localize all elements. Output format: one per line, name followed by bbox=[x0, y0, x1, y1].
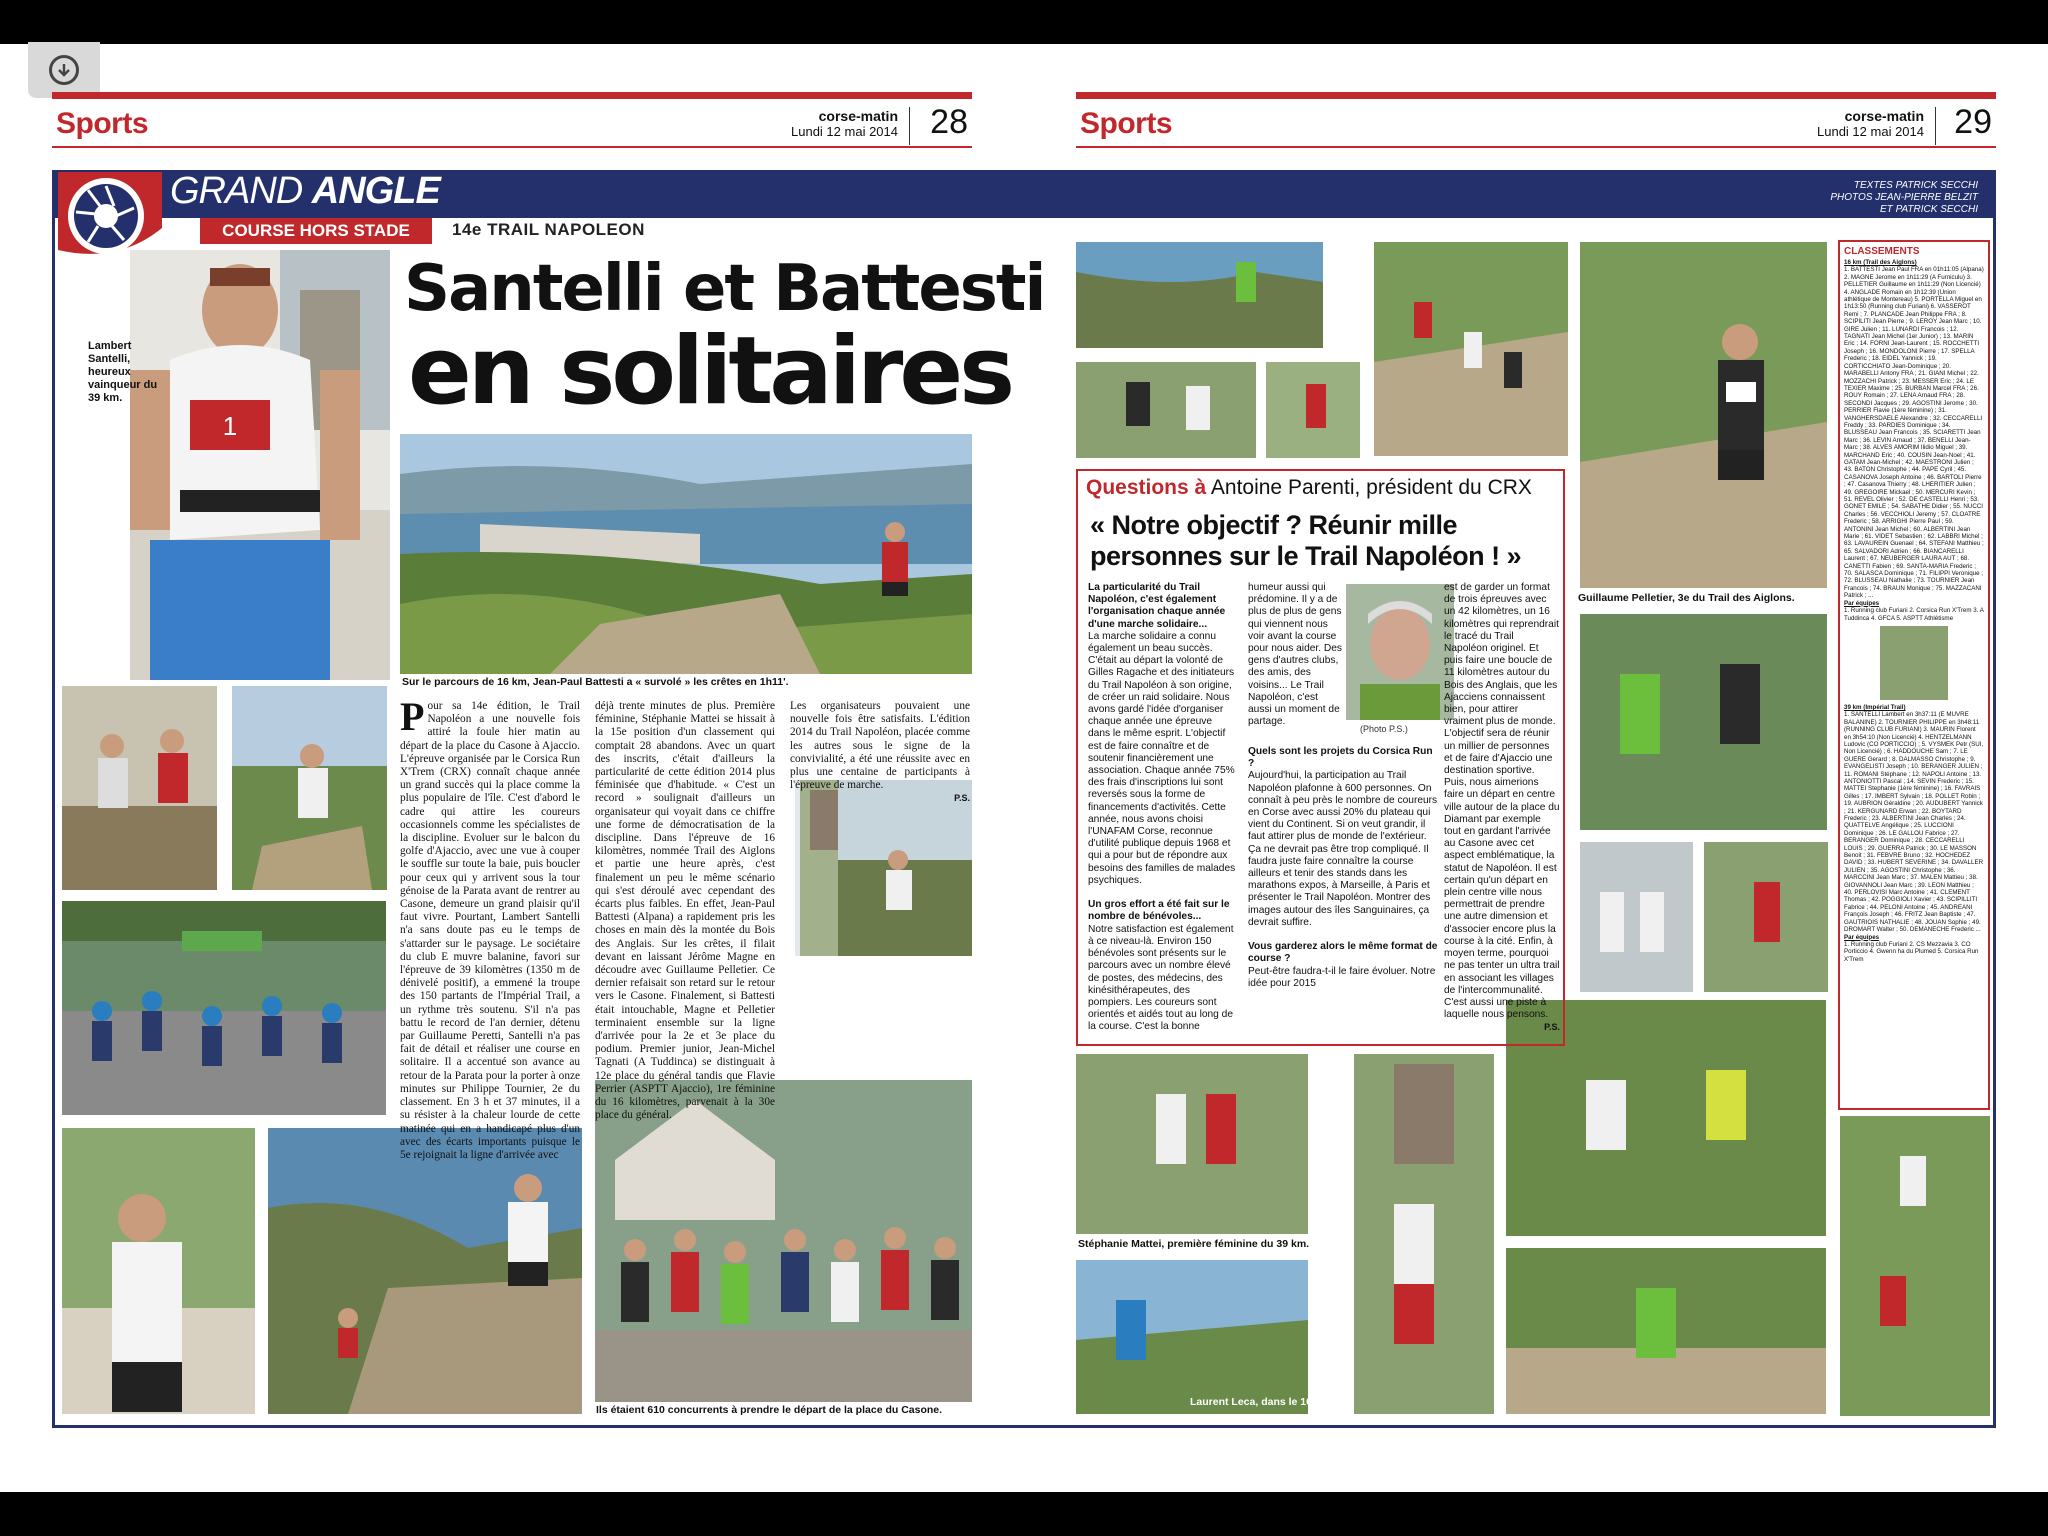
viewer-top-bar bbox=[0, 0, 2048, 44]
photo-runner-finish bbox=[62, 1128, 255, 1414]
photo-runner-red bbox=[1704, 842, 1828, 992]
caption-mattei: Stéphanie Mattei, première féminine du 39 km. bbox=[1078, 1238, 1310, 1250]
photo-runners-2 bbox=[232, 686, 387, 890]
left-page-header bbox=[52, 92, 972, 148]
caption-leca: Laurent Leca, dans le 16 km bbox=[1190, 1396, 1331, 1408]
interview-col-1: La particularité du Trail Napoléon, c'est également l'organisation chaque année d'une marche solidaire... La marche solidaire a connu également un beau succès. C'était au départ la volonté de Gilles Ragache et des initiateurs du Trail Napoléon à son origine, de créer un raid solidaire. Nous avons gardé l'idée d'organiser chaque année une épreuve dans le même esprit. L'objectif est de faire connaître et de soutenir financièrement une association. Chaque année 75% des frais d'inscriptions lui sont reversés sous la forme de financements d'activités. Cette année, nous avons choisi l'UNAFAM Corse, reconnue d'utilité publique depuis 1968 et qui a pour but de répondre aux besoins des familles de malades psychiques. Un gros effort a été fait sur le nombre de bénévoles... Notre satisfaction est également à ce niveau-là. Environ 150 bénévoles sont présents sur le parcours avec un nombre élevé de postes, des médecins, des kinésithérapeutes, des pompiers. Les coureurs sont orientés et aidés tout au long de la course. C'est la bonne bbox=[1088, 582, 1236, 1033]
photo-start-crowd bbox=[62, 901, 386, 1115]
article-col-3: Les organisateurs pouvaient une nouvelle fois être satisfaits. L'édition 2014 du Trail Napoléon, placée comme les autres sous le signe de la convivialité, a été une réussite avec en plus une centaine de participants à l'épreuve de marche. P.S. bbox=[790, 700, 970, 804]
photo-results-bottom bbox=[1840, 1116, 1990, 1416]
photo-depart-casone bbox=[595, 1080, 972, 1402]
results-39km: 39 km (Impérial Trail) 1. SANTELLI Lambert en 3h37:11 (E MUVRE BALANINE) 2. TOURNIER PHILIPPE en 3h48:11 (RUNNING CLUB FURIANI) 3. MAURIN Florent en 3h54:10 (Non Licencié) 4. HENTZELMANN Ludovic (CO PORTICCIO) ; 5. VYSMEK Petr (SUI, Non Licencié) ; 6. HADDOUCHE Sam ; 7. LE GUERE Gerard ; 8. DALMASSO Christophe ; 9. EVANGELISTI Joseph ; 10. BERANGER JULIEN ; 11. ROMANI Stéphane ; 12. NAPOLI Antoine ; 13. ANTONIOTTI Pascal ; 14. SEVIN Frederic ; 15. MATTEI Stephanie (1ère féminine) ; 16. FAVRAIS Gilles ; 17. IMBERT Sylvain ; 18. POLLET Robin ; 19. AUBRION Géraldine ; 20. AUDUBERT Yannick ; 21. KERGUNARD Erwan ; 22. BOYTARD Frederic ; 23. ALBERTINI Jean Charles ; 24. QUATTELVE Angélique ; 25. LUCCIONI Dominique ; 26. LE GALLOU Fabrice ; 27. BERANGER Dominique ; 28. CECCARELLI LOUIS ; 29. GUERRA Patrick ; 30. LE MASSON Benoit ; 31. FEBVRE Bruno ; 32. HOCHEDEZ DAVID ; 33. HUBERT SEVERINE ; 34. DAVALLER JULIEN ; 35. AGOSTINI Christophe ; 36. MARCCINI Jean Marc ; 37. MALEN Mattieu ; 38. GIOVANNOLI Jean Marc ; 39. LEON Matthieu ; 40. PERLOVISI Marc Antoine ; 41. CLEMENT Thomas ; 42. POGGIOLI Xavier ; 43. SCIPILLITI Fabrice ; 44. PELONI Antoine ; 45. ANDREANI François Joseph ; 46. FRITZ Jean Baptiste ; 47. GAUTRIOIS NATHALIE ; 48. JOUAN Sophie ; 49. DROMART Walter ; 50. DEMANECHE Frederic ... Par équipes 1. Running club Furiani 2. CS Mezzavia 3. CO Porticcio 4. Gwenn ha du Plumed 5. Corsica Run X'Trem bbox=[1844, 703, 1984, 963]
photo-runners-path bbox=[1506, 1248, 1826, 1414]
photo-tower-stairs bbox=[1354, 1054, 1494, 1414]
photo-coast-runners bbox=[1076, 242, 1323, 348]
photo-guillaume-pelletier bbox=[1580, 242, 1827, 588]
download-button[interactable] bbox=[28, 42, 100, 98]
photo-trail-runners-3 bbox=[1076, 362, 1256, 458]
publication-name: corse-matin bbox=[1844, 108, 1924, 124]
event-label: 14e TRAIL NAPOLEON bbox=[452, 220, 645, 239]
interview-headline: « Notre objectif ? Réunir mille personnes sur le Trail Napoléon ! » bbox=[1090, 510, 1522, 571]
svg-text:1: 1 bbox=[222, 411, 238, 441]
category-tag: COURSE HORS STADE bbox=[200, 218, 432, 244]
interview-col-2b: Quels sont les projets du Corsica Run ? Aujourd'hui, la participation au Trail Napoléon plafonne à 600 personnes. On connaît à peu près le nombre de coureurs en Corse avec aussi 20% du plateau qui vient du Continent. Si on veut grandir, il faut attirer plus de monde de l'extérieur. Ça ne devrait pas être trop compliqué. Il faudra juste faire connaître la course ailleurs et tenir des stands dans les marathons expos, à Marseille, à Paris et présenter le Trail Napoléon. Montrer des images autour des îles Sanguinaires, ça devrait suffire. Vous garderez alors le même format de course ? Peut-être faudra-t-il le faire évoluer. Notre idée pour 2015 bbox=[1248, 746, 1438, 989]
photo-runners-1 bbox=[62, 686, 217, 890]
photo-battesti-crests bbox=[400, 434, 972, 674]
right-page-header bbox=[1076, 92, 1996, 148]
caption-depart: Ils étaient 610 concurrents à prendre le départ de la place du Casone. bbox=[596, 1404, 943, 1416]
headline-line1: Santelli et Battesti bbox=[404, 252, 1045, 326]
results-16km: 16 km (Trail des Aiglons) 1. BATTESTI Jean Paul FRA en 01h11:05 (Alpana) 2. MAGNE Jerome en 1h11:29 (A Furniculu) 3. PELLETIER Guillaume en 1h11:29 (Non Licencié) 4. ANGLADE Romain en 1h12:39 (Union athlétique de Montereau) 5. PORTELLA Miguel en 1h13:50 (Running club Furiani) 6. VASSEROT Remi ; 7. PLANCADE Jean Philippe FRA ; 8. SCIPILITI Jean Pierre ; 9. LEROY Jean Marc ; 10. GIRE Julien ; 11. LUNARDI Francois ; 12. TAGNATI Jean Michel (1er Junior) ; 13. MARIN Eric ; 14. FORNI Jean-Laurent ; 15. ROCCHETTI Joseph ; 16. MONDOLONI Pierre ; 17. SPELLA Frederic ; 18. EIDEL Yannick ; 19. CORTICCHIATO Jean-Dominique ; 20. MARABELLI Antony FRA ; 21. GIANI Michel ; 22. MOZZACHI Patrick ; 23. MESSER Eric ; 24. LE TEXIER Maxime ; 25. BURBAN Marcel FRA ; 26. ROUY Romain ; 27. LENA Arnaud FRA ; 28. SECONDI Jacques ; 29. AGOSTINI Jerome ; 30. PERRIER Flavie (1ère féminine) ; 31. VANGHERSDAELE Alexandre ; 32. CECCARELLI Freddy ; 33. PARDIES Dominique ; 34. BLUSSEAU Jean Francois ; 35. SCIARETTI Jean Marc ; 36. LEVIN Arnaud ; 37. BENELLI Jean-Marc ; 38. ALVES AMORIM Ilidio Miguel ; 39. MARCHAND Eric ; 40. COUSIN Jean-Noel ; 41. GATAM Jean-Michel ; 42. MAESTRONI Julien ; 43. BATON Christophe ; 44. PAPE Cyril ; 45. CASANOVA Joseph Antoine ; 46. BARTOLI Pierre ; 47. Casanova Thierry ; 48. LHERITIER Julien ; 49. GREGOIRE Mickael ; 50. MERCURI Kevin ; 51. REVEL Olivier ; 52. DE CASTELLI Henri ; 53. GONET EMILE ; 54. SABATHE Didier ; 55. NUCCI Charles ; 56. VECCHIOLI Jeremy ; 57. CLOATRE Frederic ; 58. ARRIGHI Pierre Paul ; 59. ANTONINI Jean Michel ; 60. ALBERTINI Jean Marie ; 61. VIDET Sebastien ; 62. LABBRI Michel ; 63. LAVAUREIN Guenael ; 64. STEFANI Matthieu ; 65. SALVADORI Adrien ; 66. BIANCARELLI Laurent ; 67. NEUBERGER LAURA AUT ; 68. CANETTI Fabien ; 69. SANTA-MARIA Frederic ; 70. SALASCA Dominique ; 71. FILIPPI Veronique ; 72. BLUSSEAU Nathalie ; 73. TOURNIER Jean Francois ; 74. BRAUN Monique ; 75. MAZZACANI Patrick ; ... Par équipes 1. Running club Furiani 2. Corsica Run X'Trem 3. A Tuddinca 4. GFCA 5. ASPTT Athlétisme bbox=[1844, 259, 1984, 622]
photo-runners-slope bbox=[1374, 242, 1568, 456]
headline-line2: en solitaires bbox=[408, 317, 1012, 426]
photo-antoine-parenti bbox=[1346, 584, 1454, 720]
page-number: 29 bbox=[1954, 103, 1992, 141]
section-label: Sports bbox=[56, 107, 149, 140]
grand-angle-logo bbox=[58, 172, 162, 260]
photo-stephanie-mattei bbox=[1076, 1054, 1308, 1234]
interview-col-2a: humeur aussi qui prédomine. Il y a de plus de plus de gens qui viennent nous voir avant la course pour nous aider. Des gens d'autres clubs, des amis, des voisins... Le Trail Napoléon, c'est aussi un moment de partage. bbox=[1248, 582, 1343, 728]
viewer-bottom-bar bbox=[0, 1492, 2048, 1536]
photo-laurent-leca bbox=[1076, 1260, 1308, 1414]
download-arrow-icon bbox=[49, 55, 79, 85]
photo-tower-runner-2 bbox=[838, 780, 972, 956]
publication-info bbox=[791, 109, 898, 139]
section-label: Sports bbox=[1080, 107, 1173, 140]
caption-pelletier: Guillaume Pelletier, 3e du Trail des Aiglons. bbox=[1578, 592, 1795, 604]
photo-lambert-santelli bbox=[130, 250, 390, 680]
photo-runners-green bbox=[1580, 614, 1827, 830]
publication-date: Lundi 12 mai 2014 bbox=[1817, 124, 1924, 139]
results-title: CLASSEMENTS bbox=[1844, 246, 1920, 257]
caption-battesti: Sur le parcours de 16 km, Jean-Paul Battesti a « survolé » les crêtes en 1h11'. bbox=[402, 676, 789, 688]
photo-results-runner bbox=[1880, 626, 1948, 700]
grand-angle-title: GRAND ANGLE bbox=[170, 170, 440, 212]
publication-info bbox=[1817, 109, 1924, 139]
publication-name: corse-matin bbox=[818, 108, 898, 124]
interview-col-3: est de garder un format de trois épreuves avec un 42 kilomètres, un 16 kilomètres qui reprendrait le tracé du Trail Napoléon originel. Et puis faire une boucle de 11 kilomètres autour du Bois des Anglais, que les Ajacciens connaissent bien, pour attirer vraiment plus de monde. L'objectif sera de réunir un millier de personnes et de faire d'Ajaccio une destination sportive. Puis, nous aimerions faire un départ en centre ville autour de la place du Diamant par exemple tout en gardant l'arrivée au Casone avec cet aspect emblématique, la statut de Napoléon. Il est certain qu'un départ en plein centre ville nous permettrait de prendre une autre dimension et d'associer encore plus la course à la cité. Enfin, à moyen terme, pourquoi ne pas tenter un ultra trail en associant les villages de l'intercommunalité. C'est aussi une piste à laquelle nous pensons. P.S. bbox=[1444, 582, 1560, 1033]
article-col-2: déjà trente minutes de plus. Première féminine, Stéphanie Mattei se hissait à la 15e position d'un classement qui comptait 28 abandons. Avec un quart des inscrits, c'était d'ailleurs la particularité de cette édition 2014 plus féminisée que d'habitude. « C'est un record » soulignait d'ailleurs un organisateur qui voyait dans ce chiffre une forme de démocratisation de la discipline. Dans l'épreuve de 16 kilomètres, nommée Trail des Aiglons et partie une heure après, c'est finalement un peu le même scénario qui s'est déroulé avec cependant des écarts plus faibles. En effet, Jean-Paul Battesti (Alpana) a rapidement pris les choses en main dès la montée du Bois des Anglais. Sur les crêtes, il filait devant en laissant Jérôme Magne en découdre avec Guillaume Pelletier. Ce dernier refaisait son retard sur le retour vers le Casone. Finalement, si Battesti était intouchable, Magne et Pelletier terminaient ensemble sur la ligne d'arrivée pour la 2e et 3e place du podium. Premier junior, Jean-Michel Tagnati (A Tuddinca) se distinguait à 12e place du général tandis que Flavie Perrier (ASPTT Ajaccio), 1re féminine du 16 kilomètres, parvenait à la 30e place du général. bbox=[595, 700, 775, 1122]
interview-title: Questions à Antoine Parenti, président du CRX bbox=[1086, 476, 1532, 499]
photo-runners-coast bbox=[268, 1128, 582, 1414]
credits: TEXTES PATRICK SECCHI PHOTOS JEAN-PIERRE BELZIT ET PATRICK SECCHI bbox=[1830, 180, 1978, 215]
article-col-1: Pour sa 14e édition, le Trail Napoléon a une nouvelle fois attiré la foule hier matin au départ de la place du Casone à Ajaccio. L'épreuve organisée par le Corsica Run X'Trem (CRX) connaît chaque année un grand succès qui la place comme la plus populaire de l'île. C'est d'abord le cadre qui attire les coureurs occasionnels comme les spécialistes de la discipline. Evoluer sur le balcon du golfe d'Ajaccio, avec une vue à couper le souffle sur toute la baie, puis boucler pour ceux qui y arrivent sous la tour génoise de la Parata avant de rentrer au Casone, demeure un grand plaisir qu'il faut vivre. Pourtant, Lambert Santelli n'a sans doute pas eu le temps de s'attarder sur le paysage. Le sociétaire du club E muvre balanine, favori sur l'épreuve de 39 kilomètres (1350 m de dénivelé positif), a emmené la troupe des 150 partants de l'Impérial Trail, a un rythme très soutenu. S'il n'a pas battu le record de l'an dernier, détenu par Guillaume Peretti, Santelli n'a pas fait de détail et réaliser une course en solitaire. Il a accentué son avance au retour de la Parata pour la porter à onze minutes sur Philippe Tournier, 2e du classement. En 3 h et 37 minutes, il a su résister à la chaleur lourde de cette matinée qui en a handicapé plus d'un avec des écarts importants puisque le 5e rejoignait la ligne d'arrivée avec bbox=[400, 694, 580, 1161]
caption-lambert: Lambert Santelli, heureux vainqueur du 39 km. bbox=[88, 340, 158, 404]
page-number: 28 bbox=[930, 103, 968, 141]
photo-credit: (Photo P.S.) bbox=[1360, 724, 1408, 734]
photo-trail-runners-4 bbox=[1266, 362, 1360, 458]
publication-date: Lundi 12 mai 2014 bbox=[791, 124, 898, 139]
results-box bbox=[1838, 240, 1990, 1110]
photo-runners-group bbox=[1580, 842, 1693, 992]
